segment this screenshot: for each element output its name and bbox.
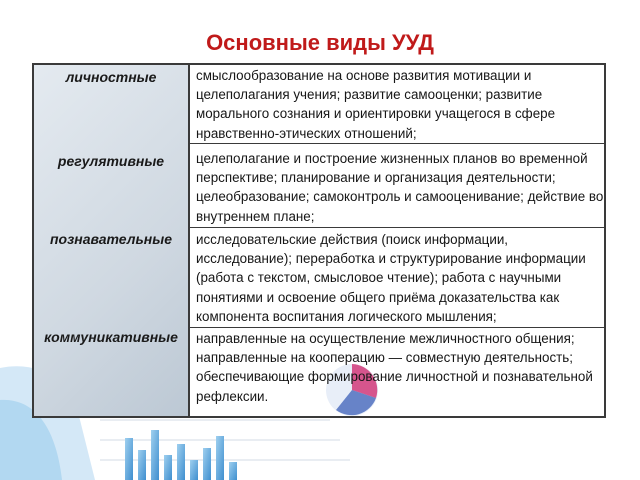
category-description-regulatory: целеполагание и построение жизненных планов во временной перспективе; планирование и организация деятельности; целеобразование; самоконтроль и самооценивание; действие во внутреннем плане; — [196, 151, 604, 224]
uud-table — [32, 63, 606, 418]
row-divider — [190, 143, 604, 144]
category-description-cognitive: исследовательские действия (поиск информации, исследование); переработка и структурирование информации (работа с текстом, смысловое чтение); работа с научными понятиями и освоение общего приёма доказательства как компонента воспитания логического мышления; — [196, 232, 586, 324]
category-label-communicative: коммуникативные — [44, 329, 178, 345]
page-title: Основные виды УУД — [206, 30, 434, 55]
row-divider — [190, 227, 604, 228]
row-divider — [190, 327, 604, 328]
category-label-regulatory: регулятивные — [57, 153, 165, 169]
category-description-communicative: направленные на осуществление межличностного общения; направленные на кооперацию — совместную деятельность; обеспечивающие формирование личностной и познавательной рефлексии. — [196, 331, 593, 404]
category-label-personal: личностные — [65, 69, 157, 85]
category-label-cognitive: познавательные — [50, 231, 172, 247]
category-description-personal: смыслообразование на основе развития мотивации и целеполагания учения; развитие самооценки; развитие морального сознания и ориентировки учащегося в сфере нравственно-этических отношений; — [196, 68, 556, 141]
